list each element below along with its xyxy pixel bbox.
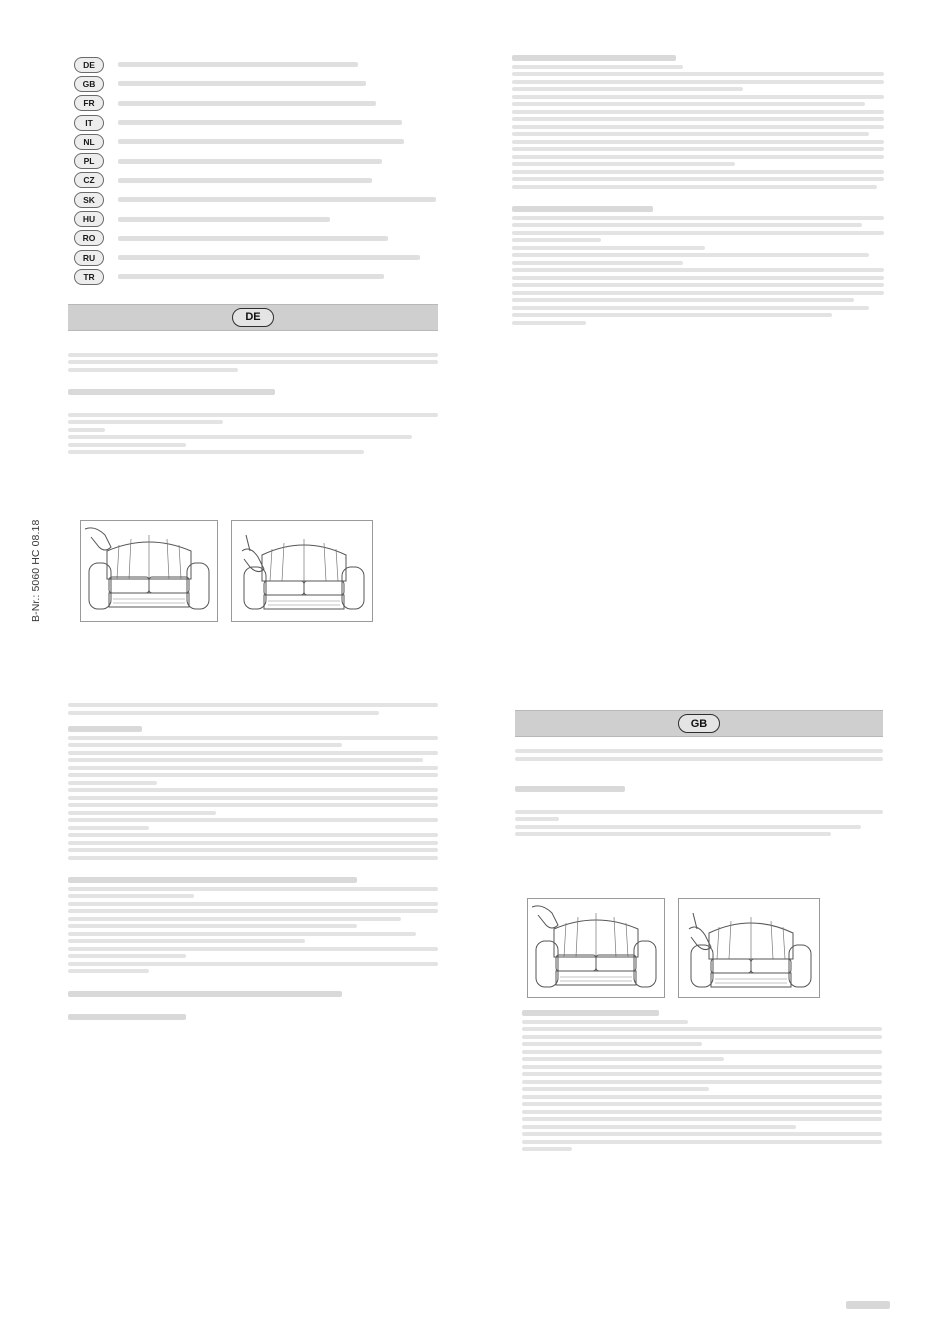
language-row [68, 74, 438, 93]
language-row [68, 190, 438, 209]
sofa-icon [232, 521, 372, 621]
sofa-icon [528, 899, 664, 997]
sofa-icon [81, 521, 217, 621]
sofa-illustration-gb-left [527, 898, 665, 998]
faint-text-block [68, 353, 438, 455]
language-badge-gb: GB [74, 76, 104, 92]
language-badge-sk: SK [74, 192, 104, 208]
language-badge-it: IT [74, 115, 104, 131]
language-row [68, 151, 438, 170]
section-header-de [68, 304, 438, 331]
faint-text-block-gb-lower [522, 1010, 882, 1155]
language-badge-nl: NL [74, 134, 104, 150]
language-row [68, 209, 438, 228]
language-badge-pl: PL [74, 153, 104, 169]
language-row [68, 132, 438, 151]
quadrant-bottom-right [515, 710, 883, 840]
language-row [68, 267, 438, 286]
language-row [68, 171, 438, 190]
language-row [68, 55, 438, 74]
language-row [68, 248, 438, 267]
section-header-gb [515, 710, 883, 737]
language-row [68, 94, 438, 113]
sofa-icon [679, 899, 819, 997]
language-badge-tr: TR [74, 269, 104, 285]
language-list [68, 55, 438, 287]
language-row [68, 229, 438, 248]
language-badge-hu: HU [74, 211, 104, 227]
language-badge-ro: RO [74, 230, 104, 246]
language-row [68, 113, 438, 132]
language-badge-cz: CZ [74, 172, 104, 188]
section-badge-gb: GB [678, 714, 720, 733]
sofa-illustration-left [80, 520, 218, 622]
language-badge-fr: FR [74, 95, 104, 111]
quadrant-top-left [68, 55, 438, 458]
document-code: B-Nr.: 5060 HC 08.18 [30, 519, 42, 622]
page-number-faint [846, 1301, 890, 1309]
language-badge-ru: RU [74, 250, 104, 266]
quadrant-bottom-left [68, 703, 438, 1024]
quadrant-top-right [512, 55, 884, 328]
sofa-illustration-gb-right [678, 898, 820, 998]
sofa-illustration-right [231, 520, 373, 622]
language-badge-de: DE [74, 57, 104, 73]
section-badge-de: DE [232, 308, 274, 327]
